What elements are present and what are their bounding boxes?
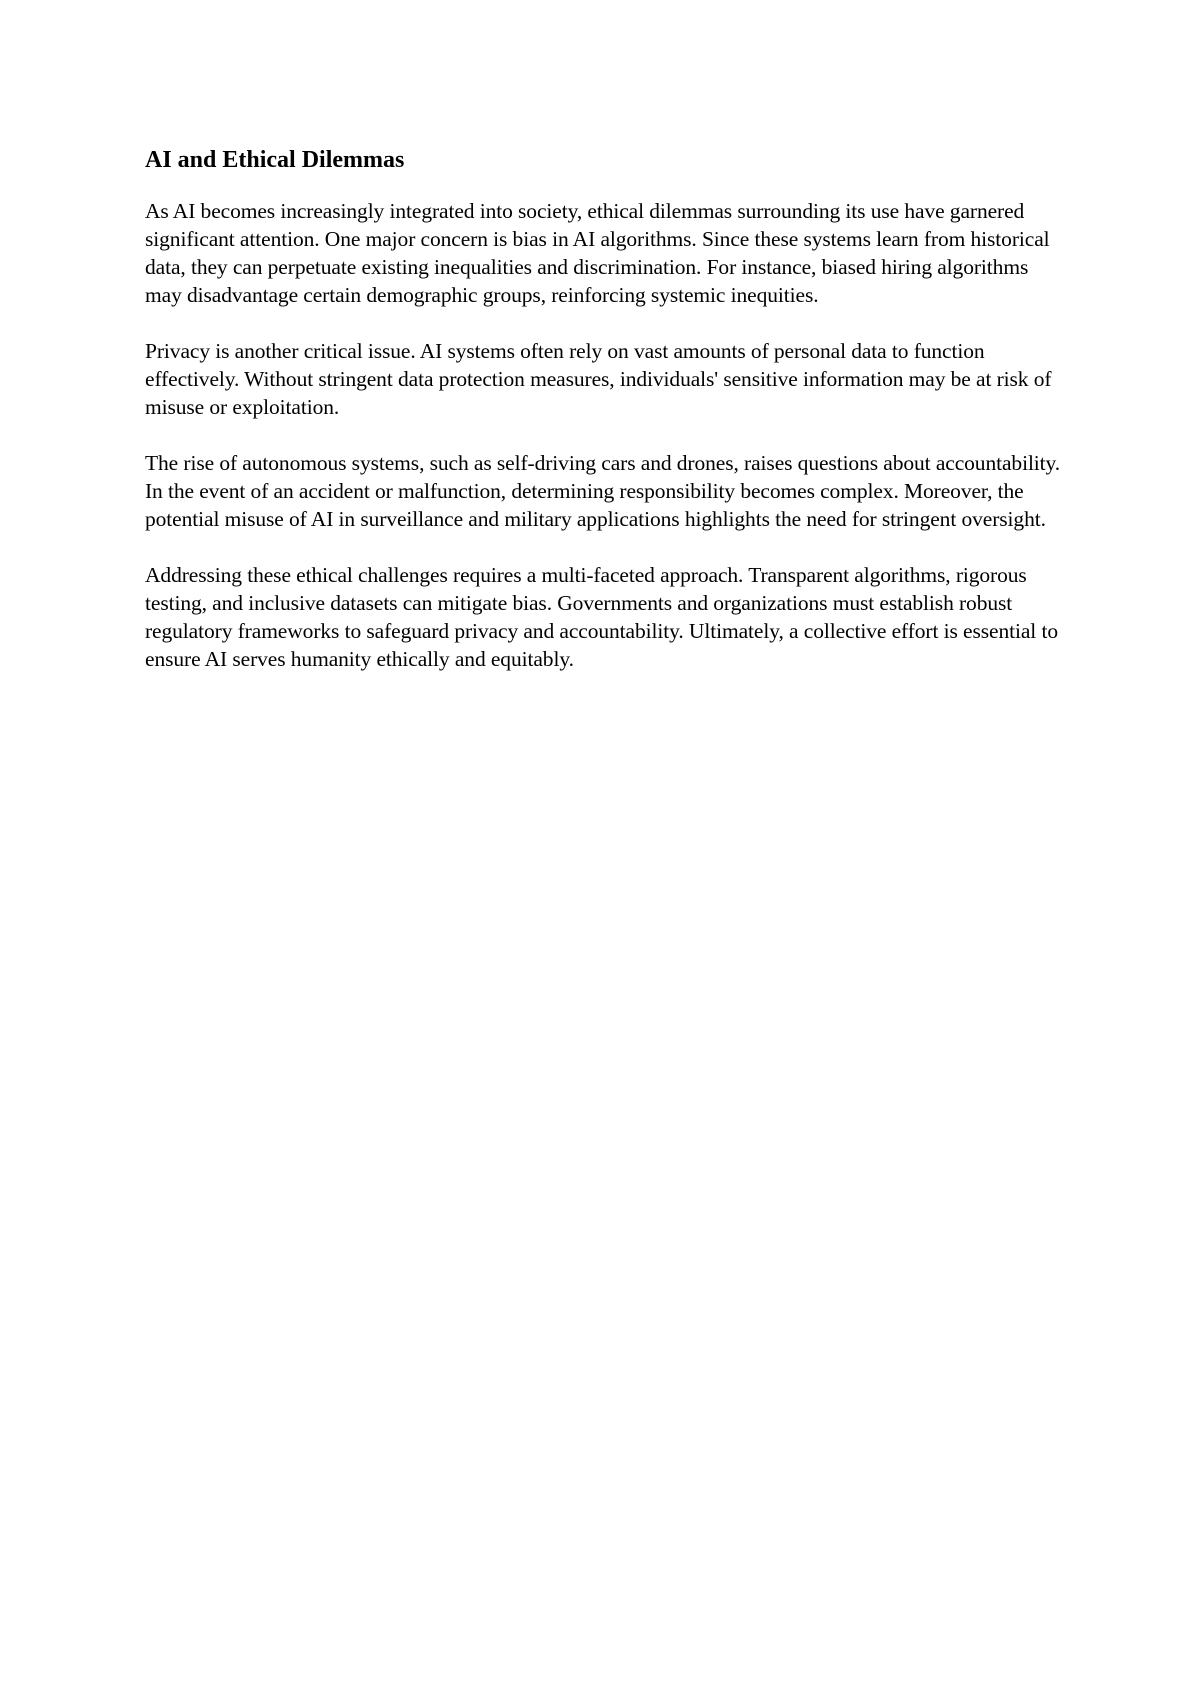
paragraph-privacy: Privacy is another critical issue. AI systems often rely on vast amounts of personal data to function effectively. Without stringent data protection measures, individuals' sensitive information may be at risk of misuse or exploitation. (145, 339, 1052, 419)
paragraph-solutions: Addressing these ethical challenges requires a multi-faceted approach. Transparent algorithms, rigorous testing, and inclusive datasets can mitigate bias. Governments and organizations must establish robust regulatory frameworks to safeguard privacy and accountability. Ultimately, a collective effort is essential to ensure AI serves humanity ethically and equitably. (145, 563, 1058, 671)
document-body (145, 146, 1065, 701)
paragraph-bias: As AI becomes increasingly integrated into society, ethical dilemmas surrounding its use have garnered significant attention. One major concern is bias in AI algorithms. Since these systems learn from historical data, they can perpetuate existing inequalities and discrimination. For instance, biased hiring algorithms may disadvantage certain demographic groups, reinforcing systemic inequities. (145, 199, 1050, 307)
document-title: AI and Ethical Dilemmas (145, 147, 405, 173)
paragraph-accountability: The rise of autonomous systems, such as self-driving cars and drones, raises questions about accountability. In the event of an accident or malfunction, determining responsibility becomes complex. Moreover, the potential misuse of AI in surveillance and military applications highlights the need for stringent oversight. (145, 451, 1061, 531)
